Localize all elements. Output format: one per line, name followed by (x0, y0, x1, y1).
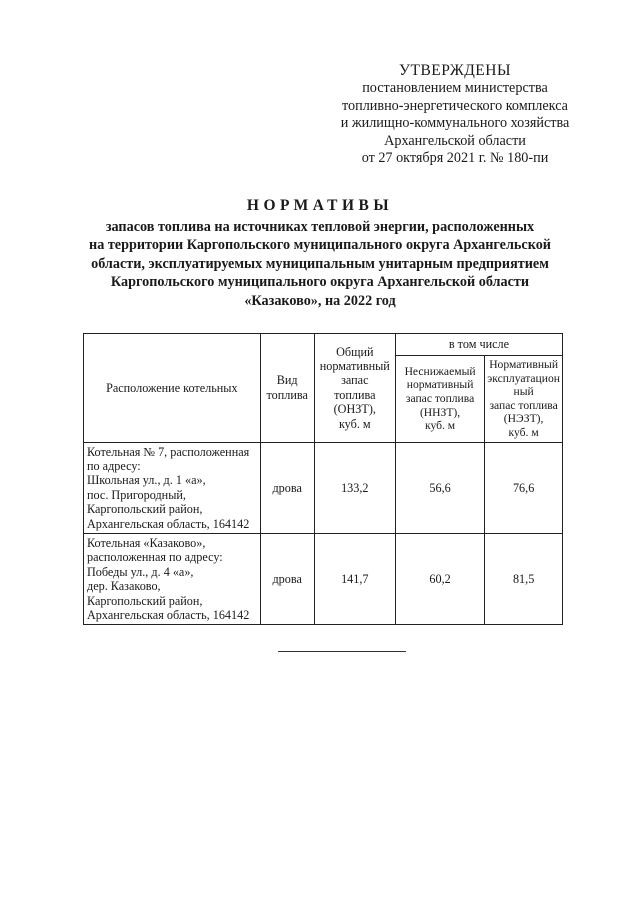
location-line: Котельная № 7, расположенная (87, 444, 250, 459)
header-nezt (485, 356, 563, 443)
header-location (84, 334, 261, 443)
approval-block (300, 62, 610, 167)
header-line: куб. м (508, 425, 539, 439)
subtitle-line: на территории Каргопольского муниципального округа Архангельской (89, 237, 551, 254)
header-line: (ОНЗТ), (333, 402, 376, 417)
header-line: Нормативный (489, 358, 559, 371)
header-line: (ННЗТ), (419, 405, 461, 419)
location-line: Архангельская область, 164142 (87, 516, 250, 531)
location-line: Школьная ул., д. 1 «а», (87, 473, 206, 488)
location-line: Победы ул., д. 4 «а», (87, 564, 194, 579)
header-line: Общий (336, 344, 374, 359)
approval-heading: УТВЕРЖДЕНЫ (399, 62, 511, 79)
header-total (314, 334, 395, 443)
location-line: по адресу: (87, 458, 141, 473)
approval-line: от 27 октября 2021 г. № 180-пи (361, 150, 549, 167)
header-line: (НЭЗТ), (503, 412, 544, 426)
document-title: НОРМАТИВЫ (246, 197, 394, 214)
header-fuel-type (260, 334, 314, 443)
location-line: расположенная по адресу: (87, 550, 223, 565)
cell-nnzt: 60,2 (395, 534, 484, 625)
header-line: Вид (276, 373, 298, 388)
cell-location (84, 534, 261, 625)
header-including (395, 334, 562, 356)
location-line: Архангельская область, 164142 (87, 608, 250, 623)
cell-fuel: дрова (260, 534, 314, 625)
header-including-text: в том числе (448, 337, 510, 352)
cell-fuel: дрова (260, 442, 314, 533)
header-line: запас топлива (405, 391, 475, 405)
header-line: нормативный (406, 378, 474, 392)
subtitle-line: области, эксплуатируемых муниципальным унитарным предприятием (91, 255, 549, 272)
approval-line: Архангельской области (384, 132, 526, 149)
document-title-block (60, 197, 580, 311)
cell-total: 133,2 (314, 442, 395, 533)
location-line: Котельная «Казаково», (87, 536, 206, 550)
header-line: запас (341, 373, 369, 388)
subtitle-line: запасов топлива на источниках тепловой энергии, расположенных (105, 218, 535, 235)
fuel-norms-table (83, 333, 563, 625)
cell-nnzt: 56,6 (395, 442, 484, 533)
header-location-text: Расположение котельных (106, 380, 238, 395)
cell-nezt: 76,6 (485, 442, 563, 533)
location-line: пос. Пригородный, (87, 487, 186, 502)
location-line: дер. Казаково, (87, 579, 161, 594)
table-row (84, 442, 563, 533)
header-line: ный (513, 385, 534, 399)
table-row (84, 534, 563, 625)
closing-rule (278, 651, 406, 652)
cell-location (84, 442, 261, 533)
approval-line: и жилищно-коммунального хозяйства (340, 115, 570, 132)
header-line: Неснижаемый (404, 364, 476, 378)
header-nnzt (395, 356, 484, 443)
approval-line: топливно-энергетического комплекса (342, 97, 568, 114)
approval-line: постановлением министерства (362, 80, 548, 97)
cell-total: 141,7 (314, 534, 395, 625)
header-line: топлива (334, 387, 376, 402)
subtitle-line: Каргопольского муниципального округа Архангельской области (110, 274, 530, 291)
subtitle-line: «Казаково», на 2022 год (244, 292, 396, 309)
header-line: запас топлива (489, 398, 558, 412)
location-line: Каргопольский район, (87, 502, 203, 517)
location-line: Каргопольский район, (87, 593, 203, 608)
header-line: эксплуатацион (487, 371, 560, 385)
header-line: куб. м (424, 419, 456, 433)
table-header-row (84, 334, 563, 356)
header-line: нормативный (319, 358, 390, 373)
header-line: куб. м (338, 416, 371, 431)
cell-nezt: 81,5 (485, 534, 563, 625)
header-line: топлива (266, 387, 308, 402)
